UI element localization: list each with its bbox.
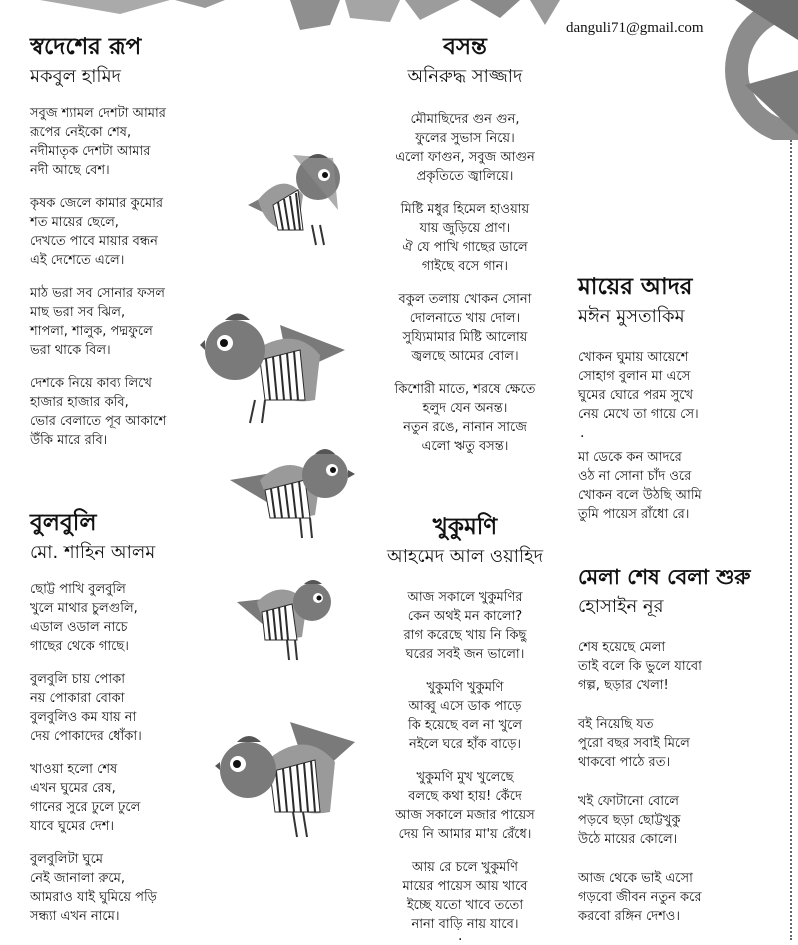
poem-line: বলছে কথা হায়! কেঁদে xyxy=(408,789,522,804)
poem-line: রাগ করেছে খায় নি কিছু xyxy=(403,628,527,643)
poem-line: কিশোরী মাতে, শরষে ক্ষেতে xyxy=(394,382,536,397)
poem-line: দেশকে নিয়ে কাব্য লিখে xyxy=(30,376,152,391)
poem-line: কেন অথই মন কালো? xyxy=(407,609,523,624)
poem-line: ফুলের সুভাস নিয়ে। xyxy=(415,131,515,146)
stray-dot: . xyxy=(580,425,585,441)
poem-line: উঠে মায়ের কোলে। xyxy=(578,832,678,847)
poem-khukumoni xyxy=(360,512,570,934)
poem-line: খাওয়া হলো শেষ xyxy=(30,762,118,777)
poem-line: নেই জানালা রুমে, xyxy=(30,871,125,886)
poem-stanza xyxy=(365,200,565,276)
poem-line: যায় জুড়িয়ে প্রাণ। xyxy=(419,221,511,236)
poem-stanza xyxy=(578,792,751,849)
poem-swadesher-rup xyxy=(30,32,166,450)
poem-line: দেখতে পাবে মায়ার বন্ধন xyxy=(30,234,158,249)
poem-stanza xyxy=(360,588,570,664)
poem-line: সোহাগ বুলান মা এসে xyxy=(578,369,691,384)
poem-line: এই দেশেতে এলে। xyxy=(30,253,125,268)
poem-stanza xyxy=(30,850,157,926)
poem-stanza xyxy=(578,448,702,524)
poem-line: কি হয়েছে বল না খুলে xyxy=(407,718,523,733)
poem-line: ছোট্ট পাখি বুলবুলি xyxy=(30,582,126,597)
poem-title: খুকুমণি xyxy=(432,514,498,540)
poem-line: শত মায়ের ছেলে, xyxy=(30,215,119,230)
poem-line: বুলবুলিটা ঘুমে xyxy=(30,852,104,867)
poem-basanta xyxy=(365,32,565,456)
bird-illustration xyxy=(230,440,355,540)
poem-line: উঁকি মারে রবি। xyxy=(30,433,108,448)
poem-line: প্রকৃতিতে জ্বালিয়ে। xyxy=(416,169,514,184)
poem-line: গল্প, ছড়ার খেলা! xyxy=(578,678,669,693)
poem-line: ঘরের সবই জন ভালো। xyxy=(405,647,525,662)
poem-line: ইচ্ছে যতো খাবে ততো xyxy=(406,898,524,913)
poem-line: খুকুমণি মুখ খুলেছে xyxy=(416,770,514,785)
poem-line: দেয় নি আমার মা'য় রেঁধে। xyxy=(398,827,532,842)
poem-line: তুমি পায়েস রাঁধো রে। xyxy=(578,507,690,522)
poem-line: মিষ্টি মধুর হিমেল হাওয়ায় xyxy=(400,202,530,217)
poem-line: বুলবুলি চায় পোকা xyxy=(30,672,126,687)
poem-title: মায়ের আদর xyxy=(578,274,693,300)
poem-line: গড়বো জীবন নতুন করে xyxy=(578,890,702,905)
poem-bulbuli xyxy=(30,508,157,926)
poem-line: আব্বু এসে ডাক পাড়ে xyxy=(408,699,522,714)
poem-title: মেলা শেষ বেলা শুরু xyxy=(578,565,751,589)
poem-stanza xyxy=(30,194,166,270)
poem-stanza xyxy=(578,638,751,695)
poem-line: আজ সকালে মজার পায়েস xyxy=(395,808,535,823)
poem-line: খোকন ঘুমায় আয়েশে xyxy=(578,350,689,365)
poem-stanza xyxy=(365,110,565,186)
poem-line: এলো ফাগুন, সবুজ আগুন xyxy=(395,150,535,165)
poem-line: সুয্যিমামার মিষ্টি আলোয় xyxy=(402,330,528,345)
poem-line: দোলনাতে খায় দোল। xyxy=(409,311,521,326)
poem-title: বুলবুলি xyxy=(30,510,97,536)
poem-line: কৃষক জেলে কামার কুমোর xyxy=(30,196,164,211)
poem-stanza xyxy=(30,284,166,360)
poem-line: গাছের থেকে গাছে। xyxy=(30,639,129,654)
poem-line: ঐ যে পাখি গাছের ডালে xyxy=(402,240,528,255)
poem-line: সবুজ শ্যামল দেশটা আমার xyxy=(30,106,166,121)
poem-line: বুলবুলিও কম যায় না xyxy=(30,710,137,725)
poem-line: এখন ঘুমের রেষ, xyxy=(30,781,116,796)
poem-line: মাছ ভরা সব ঝিল, xyxy=(30,305,126,320)
poem-stanza xyxy=(30,580,157,656)
poem-line: নানা বাড়ি নায় যাবে। xyxy=(411,917,519,932)
poem-line: সন্ধ্যা এখন নামে। xyxy=(30,909,120,924)
poem-author: আহমেদ আল ওয়াহিদ xyxy=(386,546,544,567)
poem-author: মকবুল হামিদ xyxy=(30,66,122,87)
poem-author: অনিরুদ্ধ সাজ্জাদ xyxy=(407,66,523,87)
bird-illustration xyxy=(215,712,360,842)
poem-stanza xyxy=(360,768,570,844)
poem-stanza xyxy=(360,678,570,754)
poem-line: তাই বলে কি ভুলে যাবো xyxy=(578,659,702,674)
poem-line: আজ সকালে খুকুমণির xyxy=(407,590,523,605)
poem-line: ঘুমের ঘোরে পরম সুখে xyxy=(578,388,694,403)
poem-mela-shesh xyxy=(578,562,751,926)
poem-line: ওঠ না সোনা চাঁদ ওরে xyxy=(578,469,692,484)
poem-stanza xyxy=(365,290,565,366)
poem-stanza xyxy=(30,104,166,180)
poem-stanza xyxy=(365,380,565,456)
poem-line: খই ফোটানো বোলে xyxy=(578,794,679,809)
poem-line: নয় পোকারা বোকা xyxy=(30,691,125,706)
poem-line: মাঠ ভরা সব সোনার ফসল xyxy=(30,286,165,301)
poem-line: গানের সুরে ঢুলে ঢুলে xyxy=(30,800,141,815)
poem-stanza xyxy=(30,670,157,746)
poem-line: শেষ হয়েছে মেলা xyxy=(578,640,666,655)
poem-line: নদী আছে বেশ। xyxy=(30,163,110,178)
poem-stanza xyxy=(578,715,751,772)
poem-line: নইলে ঘরে হাঁক বাড়ে। xyxy=(408,737,522,752)
poem-line: রূপের নেইকো শেষ, xyxy=(30,125,132,140)
poem-line: পড়বে ছড়া ছোট্টখুকু xyxy=(578,813,681,828)
poem-line: পুরো বছর সবাই মিলে xyxy=(578,736,690,751)
poem-stanza xyxy=(30,760,157,836)
poem-line: আয় রে চলে খুকুমণি xyxy=(411,860,518,875)
bird-illustration xyxy=(228,150,348,250)
poem-line: আমরাও যাই ঘুমিয়ে পড়ি xyxy=(30,890,157,905)
poem-line: জ্বলছে আমের বোল। xyxy=(411,349,519,364)
poem-line: গাইছে বসে গান। xyxy=(421,259,509,274)
poem-line: হাজার হাজার কবি, xyxy=(30,395,129,410)
poem-line: দেয় পোকাদের ধোঁকা। xyxy=(30,729,142,744)
poem-line: ভরা থাকে বিল। xyxy=(30,343,111,358)
poem-line: আজ থেকে ভাই এসো xyxy=(578,871,693,886)
poem-title: স্বদেশের রূপ xyxy=(30,34,142,60)
poem-line: করবো রঙ্গিন দেশও। xyxy=(578,909,681,924)
bird-illustration xyxy=(237,572,337,662)
poem-stanza xyxy=(578,348,702,424)
poem-author: হোসাইন নূর xyxy=(578,596,664,617)
poem-line: এডাল ওডাল নাচে xyxy=(30,620,128,635)
poem-stanza xyxy=(360,858,570,934)
poem-title: বসন্ত xyxy=(443,34,487,60)
poem-line: ভোর বেলাতে পূব আকাশে xyxy=(30,414,167,429)
poem-author: মঈন মুসতাকিম xyxy=(578,306,685,327)
poem-line: বই নিয়েছি যত xyxy=(578,717,654,732)
dotted-divider xyxy=(790,140,792,940)
poem-line: নেয় মেখে তা গায়ে সে। xyxy=(578,407,699,422)
poem-line: বকুল তলায় খোকন সোনা xyxy=(398,292,532,307)
poem-line: খুকুমণি খুকুমণি xyxy=(426,680,504,695)
poem-line: এলো ঋতু বসন্ত। xyxy=(421,439,509,454)
poem-line: মৌমাছিদের গুন গুন, xyxy=(410,112,520,127)
poem-stanza xyxy=(578,869,751,926)
poem-line: শাপলা, শালুক, পদ্মফুলে xyxy=(30,324,153,339)
poem-line: যাবে ঘুমের দেশ। xyxy=(30,819,115,834)
poem-line: নতুন রঙে, নানান সাজে xyxy=(403,420,527,435)
poem-line: মা ডেকে কন আদরে xyxy=(578,450,682,465)
poem-line: খোকন বলে উঠছি আমি xyxy=(578,488,702,503)
email-address: danguli71@gmail.com xyxy=(566,20,704,36)
stray-dot: . xyxy=(458,928,463,944)
poem-stanza xyxy=(30,374,166,450)
poem-line: নদীমাতৃক দেশটা আমার xyxy=(30,144,151,159)
poem-line: হলুদ যেন অনন্ত। xyxy=(422,401,508,416)
bird-illustration xyxy=(200,305,350,425)
poem-line: থাকবো পাঠে রত। xyxy=(578,755,671,770)
poem-mayer-adar xyxy=(578,272,702,524)
poem-line: মায়ের পায়েস আয় খাবে xyxy=(402,879,528,894)
poem-author: মো. শাহিন আলম xyxy=(30,542,156,563)
poem-line: খুলে মাথার চুলগুলি, xyxy=(30,601,138,616)
